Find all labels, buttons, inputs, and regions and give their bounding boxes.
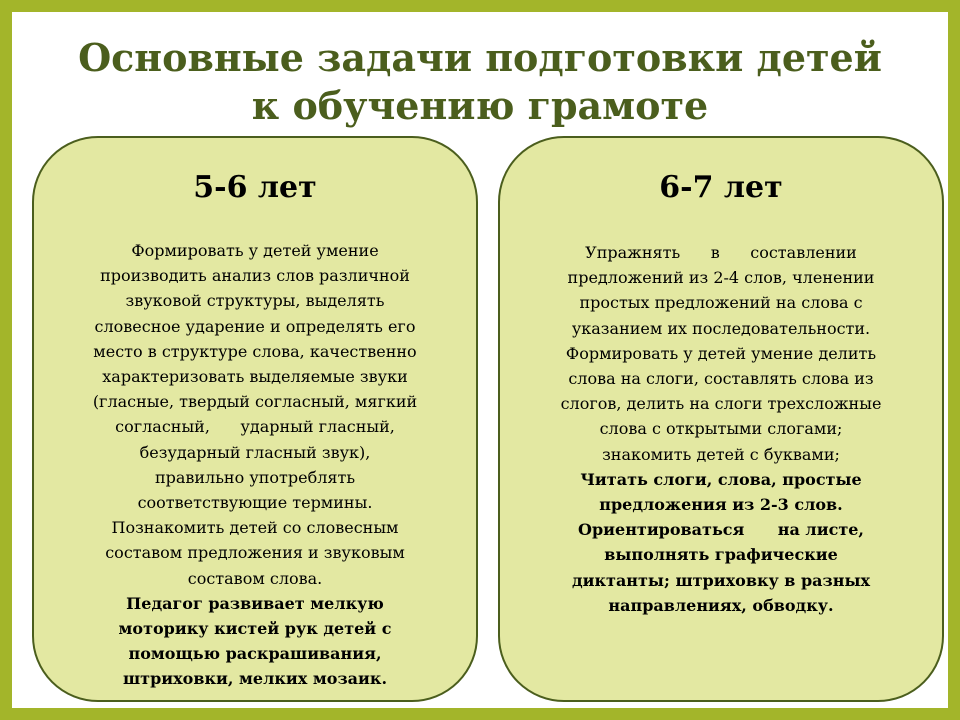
text-line: согласный, ударный гласный, [115, 417, 395, 437]
bold-text-line: штриховки, мелких мозаик. [122, 669, 388, 689]
text-line: слова на слоги, составлять слова из [568, 369, 874, 389]
bold-text-line: выполнять графические [604, 545, 838, 565]
text-line: составом предложения и звуковым [105, 543, 405, 563]
bold-text-line: предложения из 2-3 слов. [599, 495, 843, 515]
text-line: производить анализ слов различной [100, 266, 410, 286]
text-line: Познакомить детей со словесным [111, 518, 399, 538]
bold-text-line: направлениях, обводку. [608, 595, 834, 615]
panel-body-5-6 [34, 238, 476, 692]
panel-age-6-7 [498, 136, 944, 702]
text-line: безударный гласный звук), [139, 442, 371, 462]
text-line: предложений из 2-4 слов, членении [567, 268, 875, 288]
slide-title [12, 34, 948, 130]
text-line: простых предложений на слова с [579, 293, 863, 313]
text-line: соответствующие термины. [137, 493, 373, 513]
text-line: Формировать у детей умение [131, 241, 379, 260]
bold-text-line: моторику кистей рук детей с [118, 619, 392, 639]
text-line: звуковой структуры, выделять [125, 291, 385, 311]
slide-title-line-2: к обучению грамоте [251, 83, 709, 128]
bold-text-line: диктанты; штриховку в разных [571, 570, 871, 590]
text-line: словесное ударение и определять его [94, 316, 416, 336]
panel-body-6-7 [500, 240, 942, 618]
panel-heading-6-7: 6-7 лет [659, 170, 783, 205]
text-line: знакомить детей с буквами; [602, 444, 840, 464]
slide-title-line-1: Основные задачи подготовки детей [78, 35, 882, 80]
bold-text-line: Педагог развивает мелкую [126, 593, 384, 613]
slide [12, 12, 948, 708]
text-line: (гласные, твердый согласный, мягкий [92, 392, 418, 412]
bold-text-line: Читать слоги, слова, простые [580, 469, 862, 489]
text-line: правильно употреблять [154, 467, 356, 487]
text-line: указанием их последовательности. [571, 318, 871, 338]
panel-heading-5-6: 5-6 лет [193, 170, 317, 205]
text-line: составом слова. [187, 568, 323, 588]
text-line: слогов, делить на слоги трехсложные [560, 394, 882, 414]
text-line: Формировать у детей умение делить [565, 343, 877, 363]
bold-text-line: помощью раскрашивания, [128, 644, 382, 664]
bold-text-line: Ориентироваться на листе, [578, 520, 864, 540]
text-line: место в структуре слова, качественно [93, 341, 417, 361]
text-line: Упражнять в составлении [585, 243, 857, 262]
text-line: характеризовать выделяемые звуки [102, 367, 408, 387]
text-line: слова с открытыми слогами; [599, 419, 843, 439]
panel-age-5-6 [32, 136, 478, 702]
